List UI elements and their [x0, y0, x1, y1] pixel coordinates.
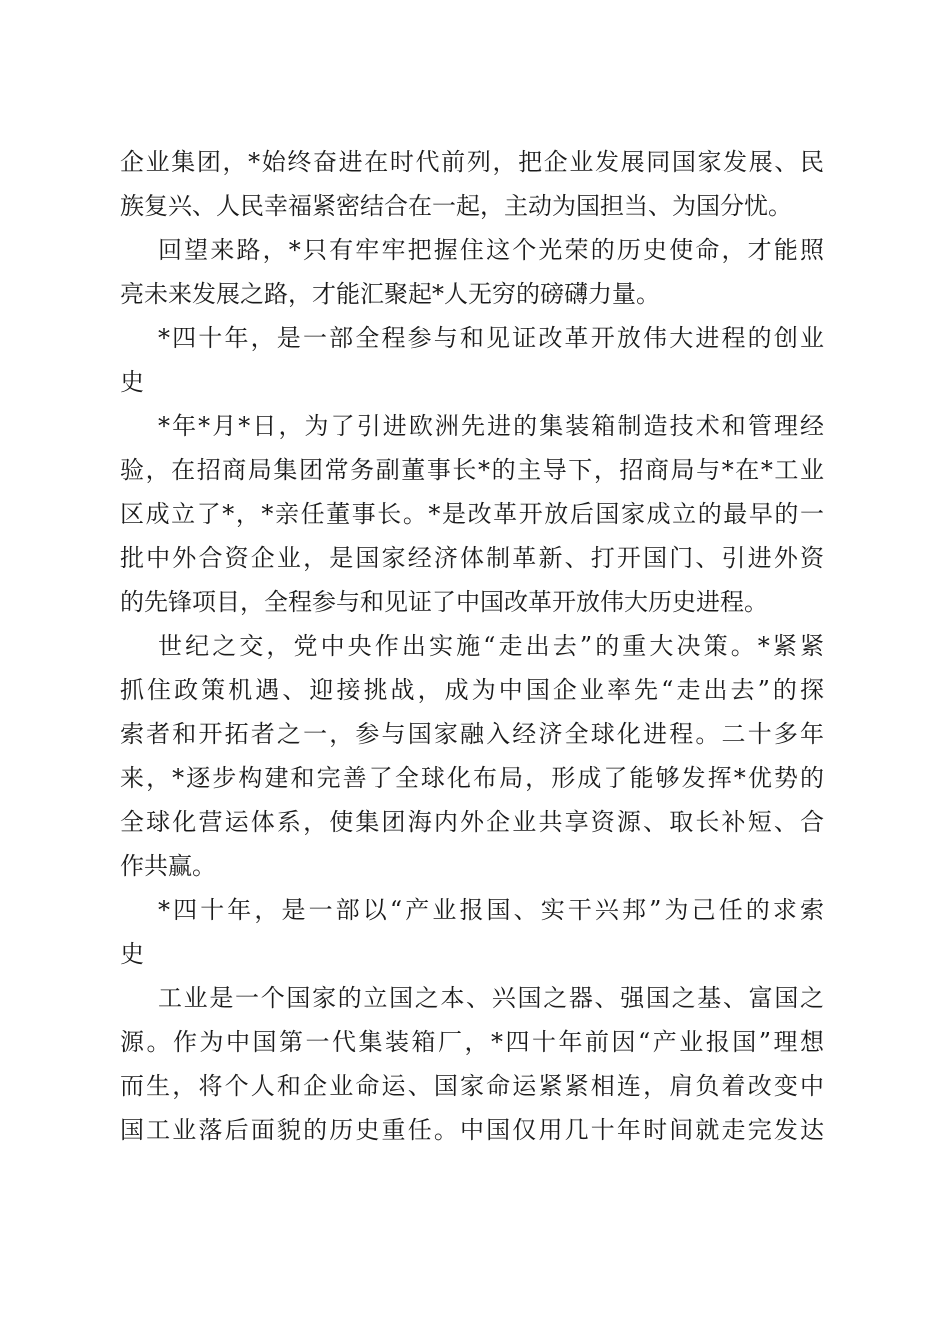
text-line-4: 亮未来发展之路，才能汇聚起*人无穷的磅礴力量。: [120, 280, 660, 308]
text-line-2: 族复兴、人民幸福紧密结合在一起，主动为国担当、为国分忧。: [120, 192, 792, 220]
text-line-7: *年*月*日，为了引进欧洲先进的集装箱制造技术和管理经: [158, 412, 824, 440]
section-heading-line-1: *四十年，是一部全程参与和见证改革开放伟大进程的创业: [158, 324, 824, 352]
text-line-16: 全球化营运体系，使集团海内外企业共享资源、取长补短、合: [120, 808, 824, 836]
text-line-22: 而生，将个人和企业命运、国家命运紧紧相连，肩负着改变中: [120, 1072, 824, 1100]
section-heading-line-2: 史: [120, 368, 144, 396]
text-line-17: 作共赢。: [120, 852, 216, 880]
section-heading-2-line-2: 史: [120, 940, 144, 968]
text-line-21: 源。作为中国第一代集装箱厂，*四十年前因“产业报国”理想: [120, 1028, 824, 1056]
text-line-9: 区成立了*，*亲任董事长。*是改革开放后国家成立的最早的一: [120, 500, 824, 528]
text-line-12: 世纪之交，党中央作出实施“走出去”的重大决策。*紧紧: [158, 632, 824, 660]
text-line-11: 的先锋项目，全程参与和见证了中国改革开放伟大历史进程。: [120, 588, 768, 616]
text-line-13: 抓住政策机遇、迎接挑战，成为中国企业率先“走出去”的探: [120, 676, 824, 704]
text-line-15: 来，*逐步构建和完善了全球化布局，形成了能够发挥*优势的: [120, 764, 824, 792]
document-body: [120, 140, 824, 1152]
text-line-3: 回望来路，*只有牢牢把握住这个光荣的历史使命，才能照: [158, 236, 824, 264]
section-heading-2-line-1: *四十年，是一部以“产业报国、实干兴邦”为己任的求索: [158, 896, 824, 924]
text-line-23: 国工业落后面貌的历史重任。中国仅用几十年时间就走完发达: [120, 1116, 824, 1144]
text-line-20: 工业是一个国家的立国之本、兴国之器、强国之基、富国之: [158, 984, 824, 1012]
text-line-8: 验，在招商局集团常务副董事长*的主导下，招商局与*在*工业: [120, 456, 824, 484]
text-line-14: 索者和开拓者之一，参与国家融入经济全球化进程。二十多年: [120, 720, 824, 748]
text-line-1: 企业集团，*始终奋进在时代前列，把企业发展同国家发展、民: [120, 148, 824, 176]
text-line-10: 批中外合资企业，是国家经济体制革新、打开国门、引进外资: [120, 544, 824, 572]
